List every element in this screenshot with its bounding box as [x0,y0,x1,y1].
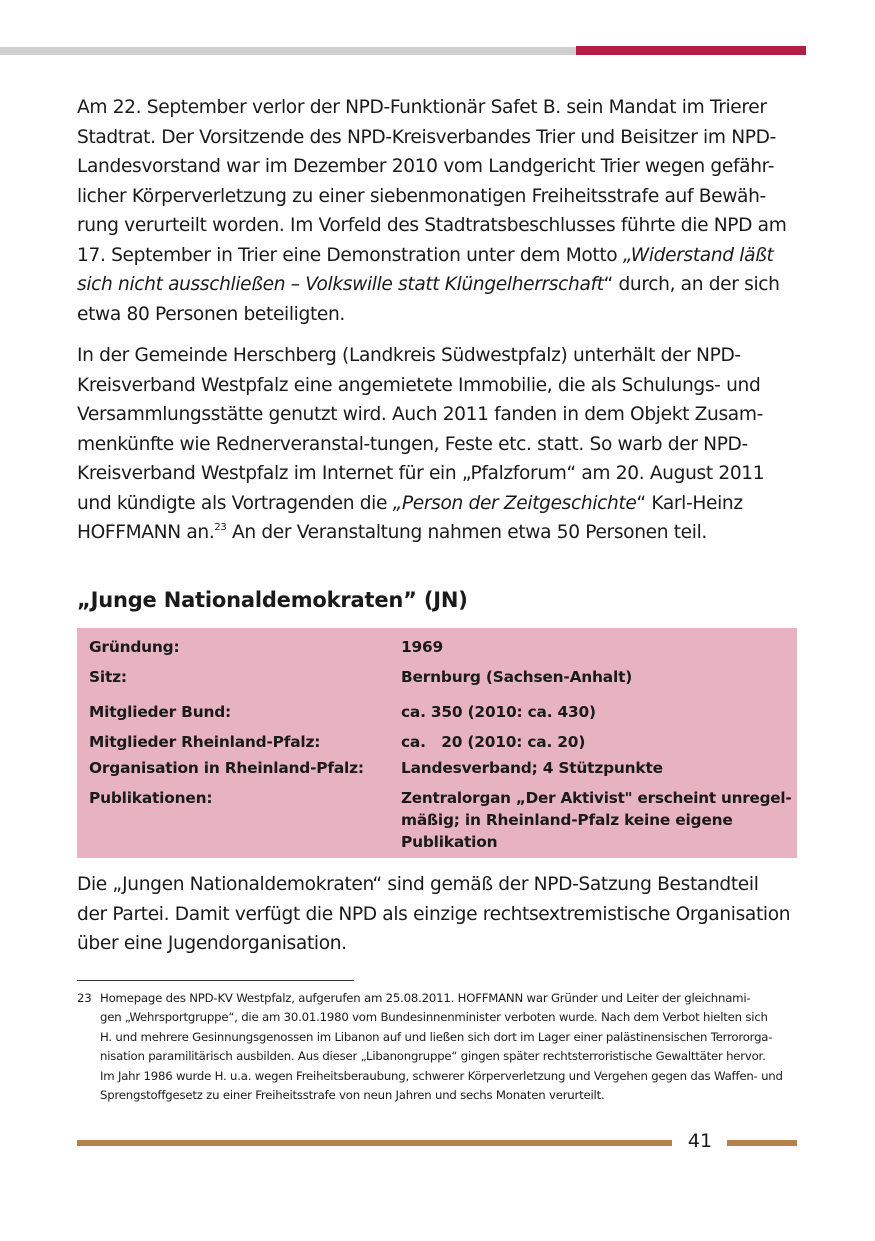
bottom-bar-left [77,1140,672,1146]
paragraph-line: Landesvorstand war im Dezember 2010 vom Landgericht Trier wegen gefähr- [77,156,775,177]
text-run: HOFFMANN an. [77,522,215,543]
footnote-text [100,989,783,1105]
top-bar-accent [576,46,806,55]
members-rlp-label: Mitglieder Rheinland-Pfalz: [89,733,321,751]
page-number: 41 [687,1130,713,1152]
members-rlp-value: ca. 20 (2010: ca. 20) [401,733,586,751]
publications-label: Publikationen: [89,789,213,807]
motto-quote: „Widerstand läßt [622,244,774,266]
paragraph-line: etwa 80 Personen beteiligten. [77,303,345,325]
paragraph-line [77,518,802,548]
text-run: 17. September in Trier eine Demonstration unter dem Motto [77,244,623,266]
organisation-label: Organisation in Rheinland-Pfalz: [89,759,364,777]
footnote-line: nisation paramilitärisch ausbilden. Aus dieser „Libanongruppe“ gingen später rechtsterroristische Gewalttäter hervor. [100,1049,766,1064]
paragraph-line: Versammlungsstätte genutzt wird. Auch 2011 fanden in dem Objekt Zusam- [77,404,763,425]
footnote-divider [77,980,354,981]
footnote-line: gen „Wehrsportgruppe“, die am 30.01.1980 vom Bundesinnenminister verboten wurde. Nach dem Verbot hielten sich [100,1010,768,1025]
paragraph-line [77,241,802,271]
paragraph-line: Kreisverband Westpfalz im Internet für ein „Pfalzforum“ am 20. August 2011 [77,463,765,484]
publications-value-line: mäßig; in Rheinland-Pfalz keine eigene [401,811,733,829]
paragraph-herschberg [77,341,802,548]
organisation-value: Landesverband; 4 Stützpunkte [401,759,663,777]
footnote-number: 23 [77,991,92,1005]
paragraph-line: rung verurteilt worden. Im Vorfeld des Stadtratsbeschlusses führte die NPD am [77,215,787,236]
publications-value-line: Zentralorgan „Der Aktivist" erscheint unregel- [401,789,792,807]
paragraph-jn [77,870,802,959]
footnote-reference[interactable]: 23 [214,521,227,533]
section-heading: „Junge Nationaldemokraten” (JN) [77,588,468,612]
footnote-line: Homepage des NPD-KV Westpfalz, aufgerufen am 25.08.2011. HOFFMANN war Gründer und Leiter der gleichnami- [100,991,751,1005]
paragraph-npd-trier [77,93,802,329]
text-run: und kündigte als Vortragenden die [77,492,393,514]
seat-value: Bernburg (Sachsen-Anhalt) [401,668,633,686]
paragraph-line: menkünfte wie Rednerveranstal-tungen, Feste etc. statt. So warb der NPD- [77,433,748,455]
paragraph-line: Kreisverband Westpfalz eine angemietete Immobilie, die als Schulungs- und [77,374,761,396]
paragraph-line: Die „Jungen Nationaldemokraten“ sind gemäß der NPD-Satzung Bestandteil [77,874,759,895]
seat-label: Sitz: [89,668,127,686]
footnote-line: Im Jahr 1986 wurde H. u.a. wegen Freiheitsberaubung, schwerer Körperverletzung und Vergehen gegen das Waffen- und [100,1068,783,1083]
paragraph-line: In der Gemeinde Herschberg (Landkreis Südwestpfalz) unterhält der NPD- [77,345,741,366]
members-federal-value: ca. 350 (2010: ca. 430) [401,703,596,721]
footnote-line: H. und mehrere Gesinnungsgenossen im Libanon auf und ließen sich dort im Lager einer palästinensischen Terrororga- [100,1029,773,1044]
facts-box [77,628,797,858]
quote-italic: „Person der Zeitgeschichte [392,492,637,514]
paragraph-line: Am 22. September verlor der NPD-Funktionär Safet B. sein Mandat im Trierer [77,97,767,118]
paragraph-line: licher Körperverletzung zu einer siebenmonatigen Freiheitsstrafe auf Bewäh- [77,185,766,207]
paragraph-line: der Partei. Damit verfügt die NPD als einzige rechtsextremistische Organisation [77,903,791,925]
text-run: “ durch, an der sich [603,274,780,295]
top-bar-gray [0,47,576,55]
footnote-line: Sprengstoffgesetz zu einer Freiheitsstrafe von neun Jahren und sechs Monaten verurteilt. [100,1088,605,1103]
paragraph-line [77,270,802,300]
founding-value: 1969 [401,638,444,656]
publications-value-line: Publikation [401,833,498,851]
bottom-bar-right [727,1140,797,1146]
paragraph-line [77,489,802,519]
members-federal-label: Mitglieder Bund: [89,703,231,721]
text-run: “ Karl-Heinz [636,492,743,514]
paragraph-line: über eine Jugendorganisation. [77,933,347,954]
paragraph-line: Stadtrat. Der Vorsitzende des NPD-Kreisverbandes Trier und Beisitzer im NPD- [77,126,776,148]
text-run: An der Veranstaltung nahmen etwa 50 Personen teil. [226,522,707,543]
founding-label: Gründung: [89,638,180,656]
motto-quote: sich nicht ausschließen – Volkswille statt Klüngelherrschaft [77,274,604,295]
